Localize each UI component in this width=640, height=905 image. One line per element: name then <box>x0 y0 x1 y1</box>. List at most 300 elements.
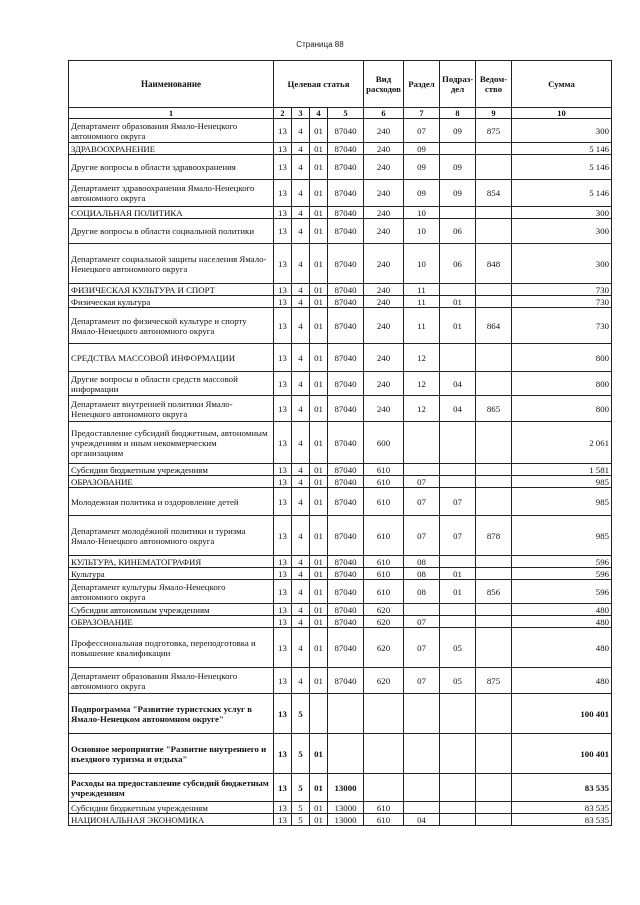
target-code-1-cell: 13 <box>274 668 292 694</box>
target-code-2-cell: 5 <box>292 734 310 774</box>
target-code-3-cell: 01 <box>310 284 328 296</box>
table-row <box>69 802 612 814</box>
target-code-2-cell: 4 <box>292 604 310 616</box>
target-code-4-cell: 87040 <box>328 219 364 244</box>
expense-type-cell: 240 <box>364 396 404 422</box>
target-code-3-cell: 01 <box>310 556 328 568</box>
target-code-4-cell: 87040 <box>328 464 364 476</box>
subsection-cell: 01 <box>440 296 476 308</box>
target-code-4-cell: 87040 <box>328 488 364 516</box>
index-cell: 5 <box>328 108 364 119</box>
target-code-2-cell: 4 <box>292 296 310 308</box>
target-code-4-cell: 87040 <box>328 207 364 219</box>
target-code-1-cell: 13 <box>274 296 292 308</box>
target-code-4-cell: 87040 <box>328 580 364 604</box>
section-cell: 08 <box>404 556 440 568</box>
sum-cell: 300 <box>512 244 612 284</box>
section-cell: 10 <box>404 207 440 219</box>
sum-cell: 83 535 <box>512 774 612 802</box>
index-cell: 9 <box>476 108 512 119</box>
target-code-3-cell: 01 <box>310 734 328 774</box>
target-code-1-cell: 13 <box>274 344 292 372</box>
index-cell: 3 <box>292 108 310 119</box>
target-code-2-cell: 4 <box>292 308 310 344</box>
department-code-cell <box>476 616 512 628</box>
section-cell <box>404 422 440 464</box>
table-row <box>69 516 612 556</box>
expense-type-cell: 240 <box>364 207 404 219</box>
expense-type-cell: 610 <box>364 516 404 556</box>
row-name-cell: Другие вопросы в области здравоохранения <box>69 155 274 180</box>
sum-cell: 100 401 <box>512 694 612 734</box>
target-code-1-cell: 13 <box>274 580 292 604</box>
subsection-cell <box>440 774 476 802</box>
target-code-1-cell: 13 <box>274 396 292 422</box>
target-code-2-cell: 4 <box>292 668 310 694</box>
index-cell: 8 <box>440 108 476 119</box>
target-code-2-cell: 4 <box>292 207 310 219</box>
target-code-1-cell: 13 <box>274 422 292 464</box>
row-name-cell: ОБРАЗОВАНИЕ <box>69 616 274 628</box>
subsection-cell: 06 <box>440 219 476 244</box>
department-code-cell: 856 <box>476 580 512 604</box>
subsection-cell <box>440 556 476 568</box>
section-cell: 09 <box>404 155 440 180</box>
target-code-2-cell: 5 <box>292 774 310 802</box>
target-code-2-cell: 5 <box>292 814 310 826</box>
subsection-cell: 06 <box>440 244 476 284</box>
table-row <box>69 694 612 734</box>
row-name-cell: Предоставление субсидий бюджетным, автономным учреждениям и иным некоммерческим организациям <box>69 422 274 464</box>
target-code-3-cell: 01 <box>310 308 328 344</box>
row-name-cell: КУЛЬТУРА, КИНЕМАТОГРАФИЯ <box>69 556 274 568</box>
section-cell: 07 <box>404 628 440 668</box>
target-code-2-cell: 5 <box>292 694 310 734</box>
section-cell <box>404 734 440 774</box>
sum-cell: 5 146 <box>512 143 612 155</box>
target-code-3-cell: 01 <box>310 628 328 668</box>
subsection-cell: 01 <box>440 580 476 604</box>
section-cell: 08 <box>404 580 440 604</box>
subsection-cell: 05 <box>440 668 476 694</box>
section-cell: 09 <box>404 143 440 155</box>
row-name-cell: Субсидии автономным учреждениям <box>69 604 274 616</box>
table-row <box>69 568 612 580</box>
department-code-cell <box>476 814 512 826</box>
header-subsection: Подраз-дел <box>440 61 476 108</box>
subsection-cell: 09 <box>440 119 476 143</box>
target-code-3-cell: 01 <box>310 604 328 616</box>
target-code-4-cell: 87040 <box>328 244 364 284</box>
target-code-1-cell: 13 <box>274 616 292 628</box>
subsection-cell <box>440 344 476 372</box>
target-code-1-cell: 13 <box>274 556 292 568</box>
subsection-cell: 09 <box>440 155 476 180</box>
target-code-1-cell: 13 <box>274 814 292 826</box>
expense-type-cell: 240 <box>364 244 404 284</box>
subsection-cell <box>440 734 476 774</box>
table-row <box>69 180 612 207</box>
department-code-cell <box>476 207 512 219</box>
sum-cell: 480 <box>512 604 612 616</box>
expense-type-cell: 600 <box>364 422 404 464</box>
section-cell: 11 <box>404 284 440 296</box>
subsection-cell <box>440 284 476 296</box>
expense-type-cell: 610 <box>364 556 404 568</box>
section-cell: 09 <box>404 180 440 207</box>
department-code-cell: 875 <box>476 668 512 694</box>
subsection-cell: 07 <box>440 488 476 516</box>
target-code-3-cell: 01 <box>310 422 328 464</box>
table-row <box>69 580 612 604</box>
expense-type-cell: 610 <box>364 488 404 516</box>
department-code-cell <box>476 155 512 180</box>
target-code-4-cell: 87040 <box>328 344 364 372</box>
header-row <box>69 61 612 108</box>
target-code-2-cell: 5 <box>292 802 310 814</box>
table-row <box>69 616 612 628</box>
expense-type-cell: 620 <box>364 628 404 668</box>
row-name-cell: Департамент молодёжной политики и туризма Ямало-Ненецкого автономного округа <box>69 516 274 556</box>
expense-type-cell: 610 <box>364 568 404 580</box>
table-row <box>69 119 612 143</box>
sum-cell: 300 <box>512 119 612 143</box>
section-cell <box>404 604 440 616</box>
table-row <box>69 774 612 802</box>
index-cell: 10 <box>512 108 612 119</box>
table-row <box>69 207 612 219</box>
expense-type-cell: 240 <box>364 372 404 396</box>
table-row <box>69 155 612 180</box>
department-code-cell <box>476 604 512 616</box>
section-cell: 11 <box>404 296 440 308</box>
table-row <box>69 476 612 488</box>
row-name-cell: Субсидии бюджетным учреждениям <box>69 464 274 476</box>
sum-cell: 480 <box>512 616 612 628</box>
header-section: Раздел <box>404 61 440 108</box>
expense-type-cell: 610 <box>364 580 404 604</box>
department-code-cell: 875 <box>476 119 512 143</box>
subsection-cell <box>440 814 476 826</box>
row-name-cell: Расходы на предоставление субсидий бюджетным учреждениям <box>69 774 274 802</box>
sum-cell: 300 <box>512 207 612 219</box>
target-code-1-cell: 13 <box>274 488 292 516</box>
target-code-3-cell: 01 <box>310 119 328 143</box>
target-code-4-cell: 87040 <box>328 422 364 464</box>
department-code-cell <box>476 628 512 668</box>
target-code-4-cell: 87040 <box>328 296 364 308</box>
target-code-4-cell: 13000 <box>328 774 364 802</box>
table-row <box>69 604 612 616</box>
target-code-2-cell: 4 <box>292 628 310 668</box>
row-name-cell: Профессиональная подготовка, переподготовка и повышение квалификации <box>69 628 274 668</box>
target-code-4-cell: 87040 <box>328 668 364 694</box>
target-code-4-cell: 87040 <box>328 556 364 568</box>
table-row <box>69 284 612 296</box>
target-code-3-cell: 01 <box>310 516 328 556</box>
target-code-2-cell: 4 <box>292 180 310 207</box>
target-code-4-cell: 87040 <box>328 568 364 580</box>
subsection-cell <box>440 207 476 219</box>
section-cell: 11 <box>404 308 440 344</box>
target-code-2-cell: 4 <box>292 396 310 422</box>
sum-cell: 83 535 <box>512 814 612 826</box>
department-code-cell <box>476 422 512 464</box>
subsection-cell <box>440 476 476 488</box>
target-code-2-cell: 4 <box>292 143 310 155</box>
expense-type-cell: 240 <box>364 344 404 372</box>
subsection-cell <box>440 464 476 476</box>
subsection-cell: 05 <box>440 628 476 668</box>
row-name-cell: ОБРАЗОВАНИЕ <box>69 476 274 488</box>
target-code-1-cell: 13 <box>274 802 292 814</box>
target-code-1-cell: 13 <box>274 284 292 296</box>
expense-type-cell: 240 <box>364 296 404 308</box>
table-row <box>69 556 612 568</box>
table-row <box>69 814 612 826</box>
subsection-cell <box>440 616 476 628</box>
department-code-cell <box>476 464 512 476</box>
department-code-cell <box>476 488 512 516</box>
target-code-1-cell: 13 <box>274 774 292 802</box>
expense-type-cell: 240 <box>364 143 404 155</box>
section-cell <box>404 694 440 734</box>
table-row <box>69 143 612 155</box>
section-cell <box>404 464 440 476</box>
department-code-cell: 864 <box>476 308 512 344</box>
target-code-3-cell: 01 <box>310 155 328 180</box>
target-code-1-cell: 13 <box>274 476 292 488</box>
department-code-cell <box>476 476 512 488</box>
sum-cell: 5 146 <box>512 155 612 180</box>
target-code-2-cell: 4 <box>292 516 310 556</box>
row-name-cell: Департамент здравоохранения Ямало-Ненецкого автономного округа <box>69 180 274 207</box>
target-code-4-cell: 87040 <box>328 476 364 488</box>
target-code-1-cell: 13 <box>274 180 292 207</box>
subsection-cell: 04 <box>440 372 476 396</box>
row-name-cell: Культура <box>69 568 274 580</box>
expense-type-cell: 240 <box>364 219 404 244</box>
target-code-4-cell <box>328 694 364 734</box>
row-name-cell: Основное мероприятие "Развитие внутреннего и въездного туризма и отдыха" <box>69 734 274 774</box>
section-cell: 07 <box>404 476 440 488</box>
sum-cell: 985 <box>512 476 612 488</box>
row-name-cell: Молодежная политика и оздоровление детей <box>69 488 274 516</box>
target-code-1-cell: 13 <box>274 219 292 244</box>
sum-cell: 300 <box>512 219 612 244</box>
table-row <box>69 219 612 244</box>
expense-type-cell: 240 <box>364 155 404 180</box>
department-code-cell: 865 <box>476 396 512 422</box>
target-code-3-cell: 01 <box>310 143 328 155</box>
sum-cell: 985 <box>512 488 612 516</box>
section-cell: 12 <box>404 396 440 422</box>
target-code-3-cell: 01 <box>310 488 328 516</box>
target-code-3-cell: 01 <box>310 207 328 219</box>
target-code-3-cell: 01 <box>310 814 328 826</box>
row-name-cell: Субсидии бюджетным учреждениям <box>69 802 274 814</box>
target-code-1-cell: 13 <box>274 119 292 143</box>
section-cell: 07 <box>404 668 440 694</box>
target-code-1-cell: 13 <box>274 372 292 396</box>
subsection-cell: 04 <box>440 396 476 422</box>
row-name-cell: Физическая культура <box>69 296 274 308</box>
column-index-row <box>69 108 612 119</box>
sum-cell: 2 061 <box>512 422 612 464</box>
sum-cell: 596 <box>512 580 612 604</box>
department-code-cell <box>476 344 512 372</box>
subsection-cell: 01 <box>440 308 476 344</box>
target-code-4-cell: 87040 <box>328 604 364 616</box>
target-code-2-cell: 4 <box>292 488 310 516</box>
row-name-cell: СОЦИАЛЬНАЯ ПОЛИТИКА <box>69 207 274 219</box>
section-cell <box>404 774 440 802</box>
section-cell: 07 <box>404 616 440 628</box>
section-cell: 07 <box>404 119 440 143</box>
header-sum: Сумма <box>512 61 612 108</box>
target-code-3-cell: 01 <box>310 244 328 284</box>
department-code-cell <box>476 284 512 296</box>
row-name-cell: Департамент культуры Ямало-Ненецкого автономного округа <box>69 580 274 604</box>
target-code-3-cell: 01 <box>310 668 328 694</box>
target-code-4-cell: 13000 <box>328 814 364 826</box>
table-row <box>69 422 612 464</box>
table-row <box>69 396 612 422</box>
target-code-1-cell: 13 <box>274 244 292 284</box>
department-code-cell: 848 <box>476 244 512 284</box>
expense-type-cell: 620 <box>364 616 404 628</box>
expense-type-cell: 620 <box>364 668 404 694</box>
table-row <box>69 628 612 668</box>
target-code-1-cell: 13 <box>274 516 292 556</box>
subsection-cell: 07 <box>440 516 476 556</box>
target-code-4-cell: 87040 <box>328 616 364 628</box>
target-code-1-cell: 13 <box>274 143 292 155</box>
expense-type-cell: 610 <box>364 464 404 476</box>
section-cell: 12 <box>404 344 440 372</box>
row-name-cell: Департамент по физической культуре и спорту Ямало-Ненецкого автономного округа <box>69 308 274 344</box>
target-code-1-cell: 13 <box>274 464 292 476</box>
row-name-cell: Другие вопросы в области социальной политики <box>69 219 274 244</box>
target-code-1-cell: 13 <box>274 694 292 734</box>
expense-type-cell: 240 <box>364 284 404 296</box>
row-name-cell: Подпрограмма "Развитие туристских услуг в Ямало-Ненецком автономном округе" <box>69 694 274 734</box>
target-code-3-cell: 01 <box>310 219 328 244</box>
target-code-2-cell: 4 <box>292 568 310 580</box>
expense-type-cell <box>364 734 404 774</box>
target-code-4-cell: 87040 <box>328 284 364 296</box>
section-cell: 07 <box>404 488 440 516</box>
target-code-3-cell: 01 <box>310 580 328 604</box>
section-cell <box>404 802 440 814</box>
index-cell: 1 <box>69 108 274 119</box>
expense-type-cell: 610 <box>364 476 404 488</box>
sum-cell: 596 <box>512 568 612 580</box>
table-row <box>69 464 612 476</box>
target-code-2-cell: 4 <box>292 344 310 372</box>
department-code-cell: 878 <box>476 516 512 556</box>
target-code-2-cell: 4 <box>292 464 310 476</box>
target-code-3-cell: 01 <box>310 180 328 207</box>
subsection-cell: 09 <box>440 180 476 207</box>
index-cell: 7 <box>404 108 440 119</box>
header-expense-type: Вид расходов <box>364 61 404 108</box>
target-code-3-cell: 01 <box>310 464 328 476</box>
row-name-cell: ЗДРАВООХРАНЕНИЕ <box>69 143 274 155</box>
target-code-4-cell: 87040 <box>328 308 364 344</box>
table-row <box>69 488 612 516</box>
target-code-2-cell: 4 <box>292 422 310 464</box>
sum-cell: 730 <box>512 308 612 344</box>
section-cell: 10 <box>404 219 440 244</box>
department-code-cell <box>476 774 512 802</box>
subsection-cell <box>440 694 476 734</box>
expense-type-cell: 240 <box>364 119 404 143</box>
target-code-2-cell: 4 <box>292 476 310 488</box>
index-cell: 2 <box>274 108 292 119</box>
target-code-1-cell: 13 <box>274 604 292 616</box>
expense-type-cell: 610 <box>364 802 404 814</box>
sum-cell: 480 <box>512 628 612 668</box>
target-code-3-cell: 01 <box>310 396 328 422</box>
department-code-cell <box>476 296 512 308</box>
subsection-cell <box>440 143 476 155</box>
target-code-2-cell: 4 <box>292 284 310 296</box>
subsection-cell: 01 <box>440 568 476 580</box>
target-code-2-cell: 4 <box>292 219 310 244</box>
target-code-4-cell <box>328 734 364 774</box>
row-name-cell: Департамент образования Ямало-Ненецкого автономного округа <box>69 119 274 143</box>
target-code-3-cell: 01 <box>310 372 328 396</box>
target-code-3-cell: 01 <box>310 802 328 814</box>
department-code-cell: 854 <box>476 180 512 207</box>
target-code-3-cell: 01 <box>310 774 328 802</box>
department-code-cell <box>476 568 512 580</box>
expense-type-cell: 240 <box>364 308 404 344</box>
row-name-cell: Департамент социальной защиты населения Ямало-Ненецкого автономного округа <box>69 244 274 284</box>
target-code-4-cell: 87040 <box>328 372 364 396</box>
section-cell: 10 <box>404 244 440 284</box>
table-row <box>69 308 612 344</box>
department-code-cell <box>476 143 512 155</box>
row-name-cell: Департамент образования Ямало-Ненецкого автономного округа <box>69 668 274 694</box>
target-code-1-cell: 13 <box>274 734 292 774</box>
target-code-4-cell: 13000 <box>328 802 364 814</box>
target-code-3-cell: 01 <box>310 476 328 488</box>
target-code-1-cell: 13 <box>274 308 292 344</box>
sum-cell: 100 401 <box>512 734 612 774</box>
row-name-cell: СРЕДСТВА МАССОВОЙ ИНФОРМАЦИИ <box>69 344 274 372</box>
row-name-cell: ФИЗИЧЕСКАЯ КУЛЬТУРА И СПОРТ <box>69 284 274 296</box>
table-row <box>69 244 612 284</box>
subsection-cell <box>440 604 476 616</box>
expense-type-cell <box>364 694 404 734</box>
target-code-2-cell: 4 <box>292 155 310 180</box>
target-code-3-cell: 01 <box>310 296 328 308</box>
target-code-2-cell: 4 <box>292 244 310 284</box>
section-cell: 04 <box>404 814 440 826</box>
budget-table <box>68 60 612 826</box>
target-code-2-cell: 4 <box>292 372 310 396</box>
expense-type-cell: 240 <box>364 180 404 207</box>
target-code-4-cell: 87040 <box>328 180 364 207</box>
sum-cell: 480 <box>512 668 612 694</box>
sum-cell: 1 581 <box>512 464 612 476</box>
target-code-3-cell <box>310 694 328 734</box>
department-code-cell <box>476 556 512 568</box>
sum-cell: 5 146 <box>512 180 612 207</box>
sum-cell: 730 <box>512 284 612 296</box>
